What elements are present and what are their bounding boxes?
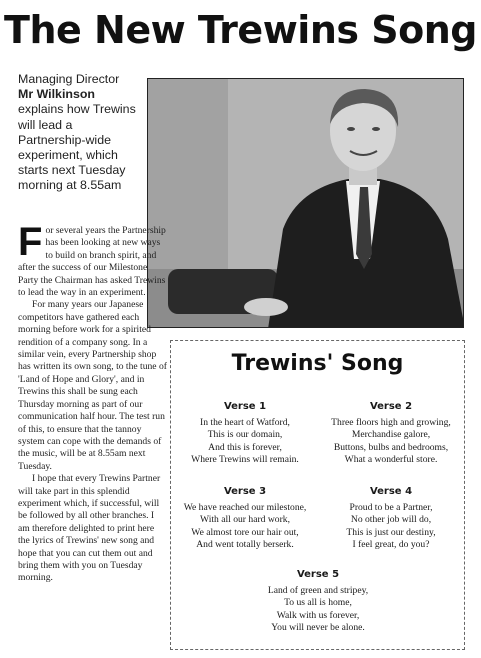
verse-line: What a wonderful store.	[344, 454, 438, 466]
verse-line: And this is forever,	[208, 441, 282, 453]
page-headline: The New Trewins Song	[4, 8, 477, 52]
verse-line: With all our hard work,	[200, 514, 290, 526]
standfirst-text: explains how Trewins will lead a Partnership-wide experiment, which starts next Tuesday morning at 8.55am	[18, 102, 136, 193]
verse-line: This is our domain,	[207, 429, 283, 441]
article-paragraph: I hope that every Trewins Partner will take part in this splendid experiment which, if successful, will be followed by all other branches. I am therefore delighted to print here the lyrics of Trewins' new song and hope that you can cut them out and bring them with you on Tuesday morning.	[18, 473, 161, 584]
song-title: Trewins' Song	[231, 351, 404, 376]
standfirst-name: Mr Wilkinson	[18, 87, 95, 102]
verse-line: Buttons, bulbs and bedrooms,	[333, 441, 449, 453]
verse-line: Proud to be a Partner,	[349, 501, 433, 513]
verse-line: No other job will do,	[350, 514, 432, 526]
verse-line: In the heart of Watford,	[200, 416, 290, 428]
verse-2	[321, 401, 461, 467]
verse-line: Three floors high and growing,	[331, 416, 451, 428]
article-paragraph	[18, 220, 168, 299]
verse-3	[175, 486, 315, 552]
verse-title: Verse 5	[296, 569, 340, 580]
verse-title: Verse 2	[369, 401, 413, 412]
verse-5	[248, 569, 388, 635]
verse-line: You will never be alone.	[271, 622, 365, 634]
verse-line: Merchandise galore,	[351, 429, 431, 441]
standfirst-role: Managing Director	[18, 72, 120, 86]
verse-line: Where Trewins will remain.	[191, 454, 299, 466]
verse-title: Verse 4	[369, 486, 413, 497]
verse-line: And went totally berserk.	[196, 539, 294, 551]
standfirst	[18, 72, 138, 194]
managing-director-photo	[147, 78, 464, 328]
article-body	[18, 220, 168, 585]
paragraph-text: or several years the Partnership has been looking at new ways to build on branch spirit, and after the success of our Milestone Party the Chairman has asked Trewins to lead the way in an experiment.	[18, 225, 166, 299]
portrait-illustration	[148, 79, 464, 328]
verse-line: To us all is home,	[284, 597, 352, 609]
drop-cap: F	[18, 220, 43, 264]
verse-title: Verse 1	[223, 401, 267, 412]
verse-line: This is just our destiny,	[346, 526, 436, 538]
verse-line: We have reached our milestone,	[183, 501, 307, 513]
verse-line: I feel great, do you?	[352, 539, 430, 551]
verse-line: Land of green and stripey,	[267, 584, 369, 596]
verse-title: Verse 3	[223, 486, 267, 497]
verse-4	[321, 486, 461, 552]
verse-line: We almost tore our hair out,	[191, 526, 299, 538]
article-paragraph: For many years our Japanese competitors have gathered each morning before work for a spirited rendition of a company song. In a similar vein, every Partnership shop has written its own song, to the tune of 'Land of Hope and Glory', and in Trewins this shall be sung each Thursday morning as part of our communication half hour. The test run of this, to ensure that the tannoy system can cope with the demands of the music, will be at 8.55am next Tuesday.	[18, 299, 167, 472]
song-lyrics-box	[170, 340, 465, 650]
verse-1	[175, 401, 315, 467]
verse-line: Walk with us forever,	[276, 609, 360, 621]
